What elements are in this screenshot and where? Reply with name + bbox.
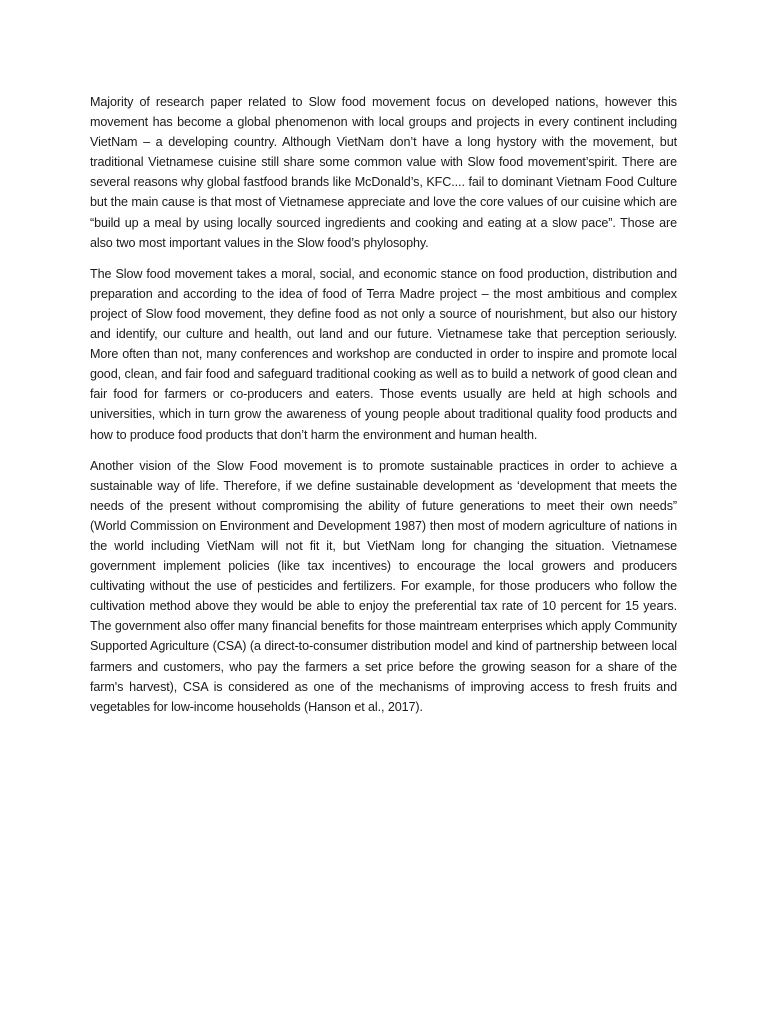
document-body (90, 92, 677, 728)
paragraph-terra-madre-stance: The Slow food movement takes a moral, social, and economic stance on food production, distribution and preparation and according to the idea of food of Terra Madre project – the most ambitious and complex project of Slow food movement, they define food as not only a source of nourishment, but also our history and identify, our culture and health, out land and our future. Vietnamese take that perception seriously. More often than not, many conferences and workshop are conducted in order to inspire and promote local good, clean, and fair food and safeguard traditional cooking as well as to build a network of good clean and fair food for farmers or co-producers and eaters. Those events usually are held at high schools and universities, which in turn grow the awareness of young people about traditional quality food products and how to produce food products that don’t harm the environment and human health. (90, 266, 677, 442)
paragraph-sustainable-practices: Another vision of the Slow Food movement is to promote sustainable practices in order to achieve a sustainable way of life. Therefore, if we define sustainable development as ‘development that meets the needs of the present without compromising the ability of future generations to meet their own needs” (World Commission on Environment and Development 1987) then most of modern agriculture of nations in the world including VietNam will not fit it, but VietNam long for changing the situation. Vietnamese government implement policies (like tax incentives) to encourage the local growers and producers cultivating without the use of pesticides and fertilizers. For example, for those producers who follow the cultivation method above they would be able to enjoy the preferential tax rate of 10 percent for 15 years. The government also offer many financial benefits for those maintream enterprises which apply Community Supported Agriculture (CSA) (a direct-to-consumer distribution model and kind of partnership between local farmers and customers, who pay the farmers a set price before the growing season for a share of the farm's harvest), CSA is considered as one of the mechanisms of improving access to fresh fruits and vegetables for low-income households (Hanson et al., 2017). (90, 458, 677, 714)
paragraph-slow-food-vietnam-intro: Majority of research paper related to Slow food movement focus on developed nations, however this movement has become a global phenomenon with local groups and projects in every continent including VietNam – a developing country. Although VietNam don’t have a long hystory with the movement, but traditional Vietnamese cuisine still share some common value with Slow food movement’spirit. There are several reasons why global fastfood brands like McDonald’s, KFC.... fail to dominant Vietnam Food Culture but the main cause is that most of Vietnamese appreciate and love the core values of our cuisine which are “build up a meal by using locally sourced ingredients and cooking and eating at a slow pace”. Those are also two most important values in the Slow food’s phylosophy. (90, 95, 677, 250)
